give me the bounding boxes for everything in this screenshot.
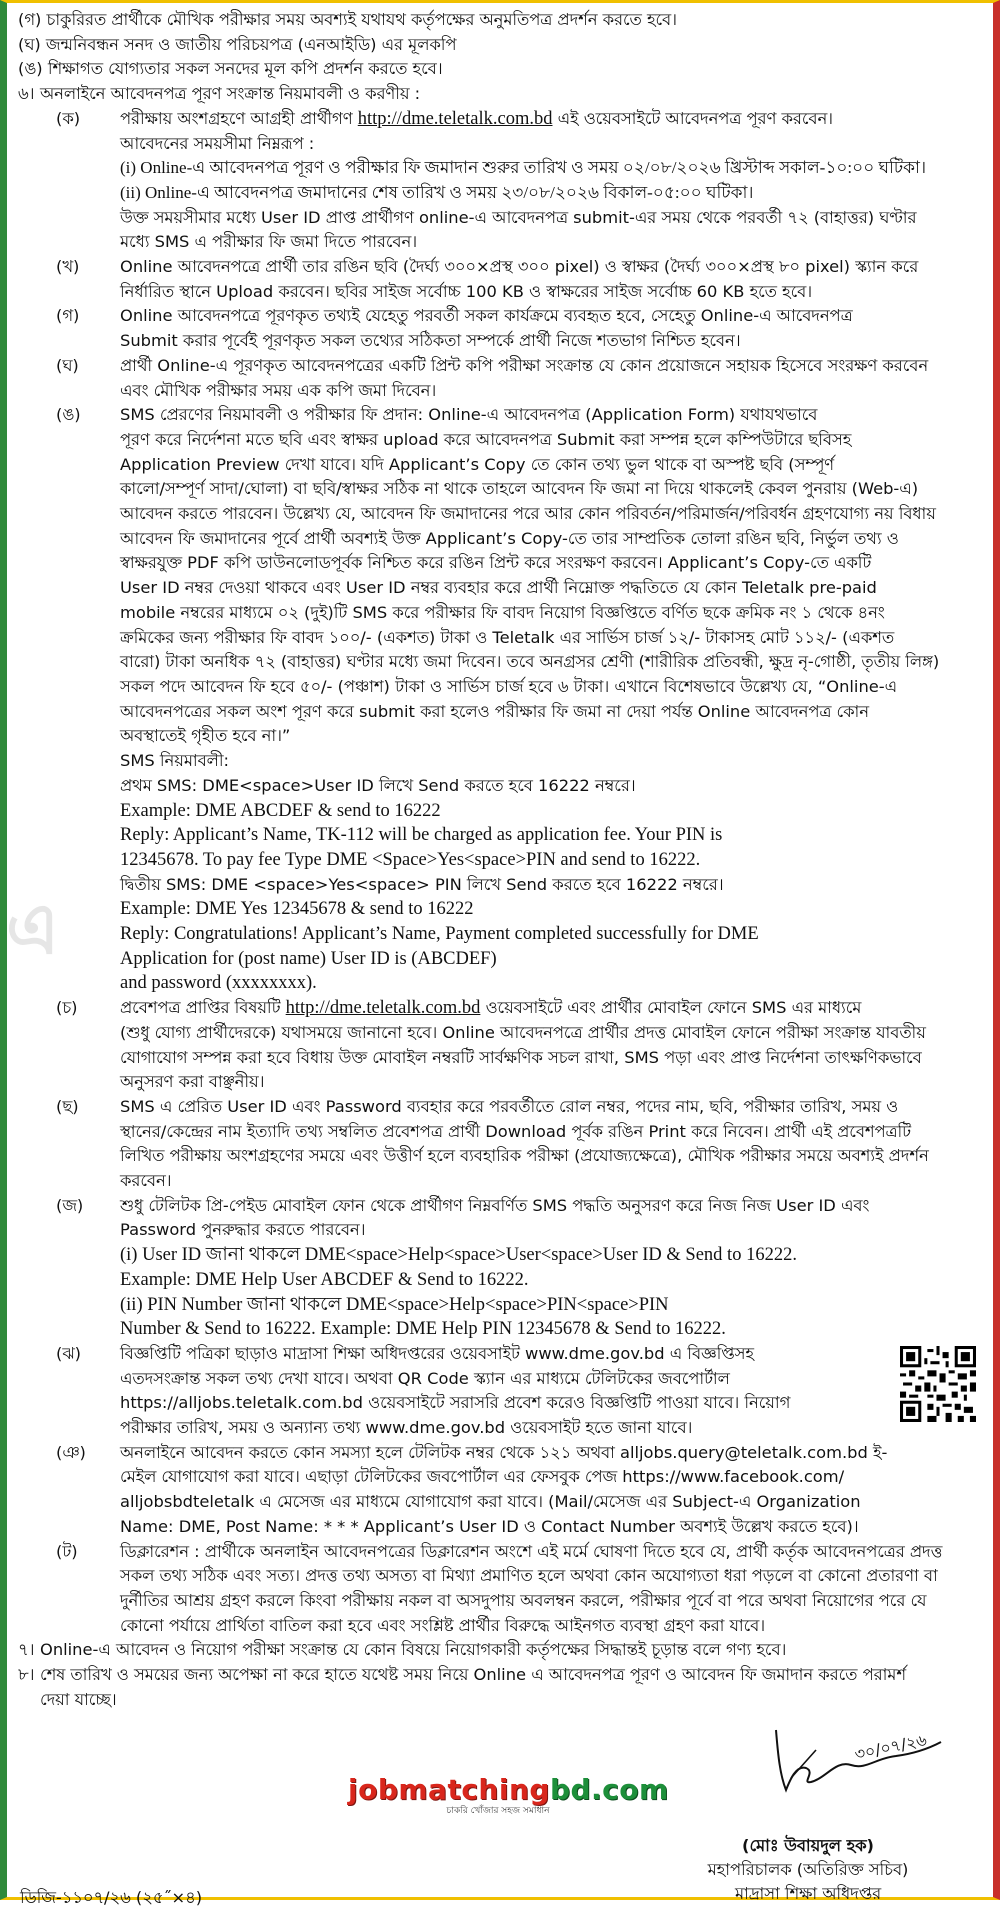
text: 12345678. To pay fee Type DME <Space>Yes<space>PIN and send to 16222. <box>120 849 701 870</box>
text: Number & Send to 16222. Example: DME Help PIN 12345678 & Send to 16222. <box>120 1319 726 1340</box>
item-gha <box>18 354 982 403</box>
text: Reply: Congratulations! Applicant’s Name, Payment completed successfully for DME <box>120 924 759 945</box>
text: শুধু টেলিটক প্রি-পেইড মোবাইল ফোন থেকে প্রার্থীগণ নিম্নবর্ণিত SMS পদ্ধতি অনুসরণ করে নিজ নিজ User ID এবং <box>120 1195 870 1215</box>
signature-icon <box>756 1720 946 1800</box>
officer-block <box>658 1834 958 1906</box>
section-6 <box>18 82 982 107</box>
text: কালো/সম্পূর্ণ সাদা/ঘোলা) বা ছবি/স্বাক্ষর সঠিক না থাকে তাহলে আবেদন ফি জমা না দিয়ে থাকলেই কেবল পুনরায় (Web-এ) <box>120 479 919 499</box>
section-8 <box>18 1663 982 1712</box>
text: বারো) টাকা অনধিক ৭২ (বাহাত্তর) ঘণ্টার মধ্যে জমা দিবেন। তবে অনগ্রসর শ্রেণী (শারীরিক প্রতিবন্ধী, ক্ষুদ্র নৃ-গোষ্ঠী, তৃতীয় লিঙ্গ) <box>120 652 940 672</box>
text: স্বাক্ষরযুক্ত PDF কপি ডাউনলোডপূর্বক নিশ্চিত করে রঙিন প্রিন্ট করে সংরক্ষণ করবেন। Applicant’s Copy-তে একটি <box>120 553 872 573</box>
document-body <box>18 8 982 1907</box>
line-ga-top: (গ) চাকুরিরত প্রার্থীকে মৌখিক পরীক্ষার সময় অবশ্যই যথাযথ কর্তৃপক্ষের অনুমতিপত্র প্রদর্শন করতে হবে। <box>18 10 677 29</box>
sms-rules-heading: SMS নিয়মাবলী: <box>120 751 229 771</box>
jobmatchingbd-logo <box>348 1773 669 1823</box>
text: আবেদনপত্রের সকল অংশ পূরণ করে submit করা হলেও পরীক্ষার ফি জমা না দেয়া পর্যন্ত Online আবেদনপত্র কোন <box>120 701 869 721</box>
item-mark: (ঙ) <box>56 405 81 425</box>
item-chha <box>18 1095 982 1194</box>
text: যোগাযোগ সম্পন্ন করা হবে বিধায় উক্ত মোবাইল নম্বরটি সার্বক্ষণিক সচল রাখা, SMS পড়া এবং প্রাপ্ত নির্দেশনা তাৎক্ষণিকভাবে <box>120 1047 922 1067</box>
logo-tagline: চাকরি খোঁজার সহজ সমাধান <box>446 1805 550 1816</box>
text: মধ্যে SMS এ পরীক্ষার ফি জমা দিতে পারবেন। <box>120 232 418 252</box>
item-mark: (ক) <box>56 108 81 128</box>
item-cha <box>18 996 982 1095</box>
item-ta <box>18 1540 982 1639</box>
logo-part2: bd.com <box>549 1773 669 1806</box>
text: প্রথম SMS: DME<space>User ID লিখে Send করতে হবে 16222 নম্বরে। <box>120 775 636 795</box>
text: Reply: Applicant’s Name, TK-112 will be charged as application fee. Your PIN is <box>120 825 723 846</box>
text: অনুসরণ করা বাঞ্ছনীয়। <box>120 1072 265 1092</box>
text: পরীক্ষায় অংশগ্রহণে আগ্রহী প্রার্থীগণ <box>120 108 353 128</box>
text: এই ওয়েবসাইটে আবেদনপত্র পূরণ করবেন। <box>557 108 833 128</box>
teletalk-link[interactable]: http://dme.teletalk.com.bd <box>357 108 553 129</box>
text: Online-এ আবেদন ও নিয়োগ পরীক্ষা সংক্রান্ত যে কোন বিষয়ে নিয়োগকারী কর্তৃপক্ষের সিদ্ধান্তই চূড়ান্ত বলে গণ্য হবে। <box>40 1640 787 1660</box>
text: পূরণ করে নির্দেশনা মতে ছবি এবং স্বাক্ষর upload করে আবেদনপত্র Submit করা সম্পন্ন হলে কম্পিউটারে ছবিসহ <box>120 429 852 449</box>
text: স্থানের/কেন্দ্রের নাম ইত্যাদি তথ্য সম্বলিত প্রবেশপত্র প্রার্থী Download পূর্বক রঙিন Print করে নিবেন। প্রার্থী এই প্রবেশপত্রটি <box>120 1121 912 1141</box>
text: দেয়া যাচ্ছে। <box>40 1689 117 1709</box>
officer-name: (মোঃ উবায়দুল হক) <box>742 1836 874 1855</box>
qr-code-icon[interactable] <box>900 1346 976 1422</box>
text: and password (xxxxxxxx). <box>120 973 317 994</box>
section-title: অনলাইনে আবেদনপত্র পূরণ সংক্রান্ত নিয়মাবলী ও করণীয় : <box>40 84 421 104</box>
logo-part1: jobmatching <box>348 1773 550 1806</box>
text: ক্রমিকের জন্য পরীক্ষার ফি বাবদ ১০০/- (একশত) টাকা ও Teletalk এর সার্ভিস চার্জ ১২/- টাকাসহ মোট ১১২/- (একশত <box>120 627 895 647</box>
watermark-logo: এ <box>6 888 60 970</box>
item-mark: (ট) <box>56 1541 78 1561</box>
section-number: ৬। <box>18 84 35 104</box>
text: Online আবেদনপত্রে পূরণকৃত তথ্যই যেহেতু পরবর্তী সকল কার্যক্রমে ব্যবহৃত হবে, সেহেতু Online-এ আবেদনপত্র <box>120 306 853 326</box>
text: করবেন। <box>120 1171 172 1191</box>
text: লিখিত পরীক্ষায় অংশগ্রহণের সময়ে এবং উত্তীর্ণ হলে ব্যবহারিক পরীক্ষা (প্রযোজ্যক্ষেত্রে), মৌখিক পরীক্ষার সময়ে অবশ্যই প্রদর্শন <box>120 1146 929 1166</box>
line-gha-top: (ঘ) জন্মনিবন্ধন সনদ ও জাতীয় পরিচয়পত্র (এনআইডি) এর মূলকপি <box>18 34 457 54</box>
item-ja <box>18 1194 982 1342</box>
text: alljobsbdteletalk এ মেসেজ এর মাধ্যমে যোগাযোগ করা যাবে। (Mail/মেসেজ এর Subject-এ Organization <box>120 1492 861 1512</box>
text: https://alljobs.teletalk.com.bd ওয়েবসাইটে সরাসরি প্রবেশ করেও বিজ্ঞপ্তিটি পাওয়া যাবে। নিয়োগ <box>120 1393 791 1413</box>
text: প্রবেশপত্র প্রাপ্তির বিষয়টি <box>120 998 281 1018</box>
text: (ii) Online-এ আবেদনপত্র জমাদানের শেষ তারিখ ও সময় ২৩/০৮/২০২৬ বিকাল-০৫:০০ ঘটিকা। <box>120 182 754 202</box>
text: অবস্থাতেই গৃহীত হবে না।” <box>120 726 291 746</box>
text: Submit করার পূর্বেই পূরণকৃত সকল তথ্যের সঠিকতা সম্পর্কে প্রার্থী নিজে শতভাগ নিশ্চিত হবেন। <box>120 331 741 351</box>
text: দুর্নীতির আশ্রয় গ্রহণ করলে কিংবা পরীক্ষায় নকল বা অসদুপায় অবলম্বন করলে, পরীক্ষার পূর্বে বা পরে অথবা নিয়োগের পরে যে <box>120 1591 927 1610</box>
text: Name: DME, Post Name: * * * Applicant’s User ID ও Contact Number অবশ্যই উল্লেখ করতে হবে)। <box>120 1516 859 1536</box>
text: Example: DME Help User ABCDEF & Send to 16222. <box>120 1269 529 1290</box>
text: (i) Online-এ আবেদনপত্র পূরণ ও পরীক্ষার ফি জমাদান শুরুর তারিখ ও সময় ০২/০৮/২০২৬ খ্রিস্টাব্দ সকাল-১০:০০ ঘটিকা। <box>120 158 927 178</box>
item-mark: (ছ) <box>56 1096 79 1116</box>
text: বিজ্ঞপ্তিটি পত্রিকা ছাড়াও মাদ্রাসা শিক্ষা অধিদপ্তরের ওয়েবসাইট www.dme.gov.bd এ বিজ্ঞপ্তিসহ <box>120 1343 754 1363</box>
text: সকল পদে আবেদন ফি হবে ৫০/- (পঞ্চাশ) টাকা ও সার্ভিস চার্জ হবে ৬ টাকা। এখানে বিশেষভাবে উল্লেখ্য যে, “Online-এ <box>120 676 898 696</box>
text: ডিক্লারেশন : প্রার্থীকে অনলাইন আবেদনপত্রের ডিক্লারেশন অংশে এই মর্মে ঘোষণা দিতে হবে যে, প্রার্থী কর্তৃক আবেদনপত্রের প্রদত্ত <box>120 1541 943 1561</box>
line-uma-top: (ঙ) শিক্ষাগত যোগ্যতার সকল সনদের মূল কপি প্রদর্শন করতে হবে। <box>18 59 443 79</box>
text: (শুধু যোগ্য প্রার্থীদেরকে) যথাসময়ে জানানো হবে। Online আবেদনপত্রে প্রার্থীর প্রদত্ত মোবাইল ফোনে পরীক্ষা সংক্রান্ত যাবতীয় <box>120 1022 926 1042</box>
memo-number: ডিজি-১১০৭/২৬ (২৫˝×৪) <box>20 1888 203 1907</box>
text: নির্ধারিত স্থানে Upload করবেন। ছবির সাইজ সর্বোচ্চ 100 KB ও স্বাক্ষরের সাইজ সর্বোচ্চ 60 KB হতে হবে। <box>120 281 813 301</box>
item-jha <box>18 1342 982 1441</box>
text: Password পুনরুদ্ধার করতে পারবেন। <box>120 1220 366 1240</box>
footer <box>18 1720 982 1907</box>
text: প্রার্থী Online-এ পূরণকৃত আবেদনপত্রের একটি প্রিন্ট কপি পরীক্ষা সংক্রান্ত যে কোন প্রয়োজনে সহায়ক হিসেবে সংরক্ষণ করবেন <box>120 355 929 375</box>
text: এতদসংক্রান্ত সকল তথ্য দেখা যাবে। অথবা QR Code স্ক্যান এর মাধ্যমে টেলিটকের জবপোর্টাল <box>120 1368 730 1388</box>
text: Online আবেদনপত্রে প্রার্থী তার রঙিন ছবি (দৈর্ঘ্য ৩০০×প্রস্থ ৩০০ pixel) ও স্বাক্ষর (দৈর্ঘ্য ৩০০×প্রস্থ ৮০ pixel) স্ক্যান করে <box>120 257 919 277</box>
item-mark: (ঞ) <box>56 1442 86 1462</box>
item-nya <box>18 1441 982 1540</box>
text: মেইল যোগাযোগ করা যাবে। এছাড়া টেলিটকের জবপোর্টাল এর ফেসবুক পেজ https://www.facebook.com/ <box>120 1467 845 1487</box>
text: আবেদন ফি জমাদানের পূর্বে প্রার্থী অবশ্যই উক্ত Applicant’s Copy-তে তার সাম্প্রতিক তোলা রঙিন ছবি, নির্ভুল তথ্য ও <box>120 528 899 548</box>
item-mark: (গ) <box>56 306 80 326</box>
text: User ID নম্বর দেওয়া থাকবে এবং User ID নম্বর ব্যবহার করে প্রার্থী নিম্নোক্ত পদ্ধতিতে যে কোন Teletalk pre-paid <box>120 578 877 598</box>
text: উক্ত সময়সীমার মধ্যে User ID প্রাপ্ত প্রার্থীগণ online-এ আবেদনপত্র submit-এর সময় থেকে পরবর্তী ৭২ (বাহাত্তর) ঘণ্টার <box>120 207 917 227</box>
item-ka <box>18 107 982 255</box>
text: Example: DME ABCDEF & send to 16222 <box>120 800 441 821</box>
item-mark: (ঘ) <box>56 355 79 375</box>
text: কোনো পর্যায়ে প্রার্থিতা বাতিল করা হবে এবং সংশ্লিষ্ট প্রার্থীর বিরুদ্ধে আইনগত ব্যবস্থা গ্রহণ করা যাবে। <box>120 1615 766 1635</box>
officer-title: মহাপরিচালক (অতিরিক্ত সচিব) <box>707 1860 909 1879</box>
item-mark: (চ) <box>56 998 78 1018</box>
text: শেষ তারিখ ও সময়ের জন্য অপেক্ষা না করে হাতে যথেষ্ট সময় নিয়ে Online এ আবেদনপত্র পূরণ ও আবেদন ফি জমাদান করতে পরামর্শ <box>40 1665 906 1685</box>
section-7 <box>18 1638 982 1663</box>
teletalk-link[interactable]: http://dme.teletalk.com.bd <box>285 998 481 1019</box>
text: সকল তথ্য সঠিক এবং সত্য। প্রদত্ত তথ্য অসত্য বা মিথ্যা প্রমাণিত হলে অথবা কোন অযোগ্যতা ধরা পড়লে বা কোনো প্রতারণা বা <box>120 1566 938 1586</box>
text: Example: DME Yes 12345678 & send to 16222 <box>120 899 474 920</box>
signature-date: ৩০/০৭/২৬ <box>852 1730 929 1764</box>
text: ওয়েবসাইটে এবং প্রার্থীর মোবাইল ফোনে SMS এর মাধ্যমে <box>485 998 862 1018</box>
text: অনলাইনে আবেদন করতে কোন সমস্যা হলে টেলিটক নম্বর থেকে ১২১ অথবা alljobs.query@teletalk.com.bd ই- <box>120 1442 888 1462</box>
text: Application for (post name) User ID is (ABCDEF) <box>120 948 497 969</box>
text: SMS প্রেরণের নিয়মাবলী ও পরীক্ষার ফি প্রদান: Online-এ আবেদনপত্র (Application Form) যথাযথভাবে <box>120 405 818 425</box>
text: SMS এ প্রেরিত User ID এবং Password ব্যবহার করে পরবর্তীতে রোল নম্বর, পদের নাম, ছবি, পরীক্ষার তারিখ, সময় ও <box>120 1096 899 1116</box>
text: এবং মৌখিক পরীক্ষার সময় এক কপি জমা দিবেন। <box>120 380 437 400</box>
item-mark: (খ) <box>56 257 80 277</box>
text: mobile নম্বরের মাধ্যমে ০২ (দুই)টি SMS করে পরীক্ষার ফি বাবদ নিয়োগ বিজ্ঞপ্তিতে বর্ণিত ছকে ক্রমিক নং ১ থেকে ৪নং <box>120 602 885 622</box>
item-ga <box>18 304 982 353</box>
item-mark: (জ) <box>56 1195 84 1215</box>
section-number: ৭। <box>18 1640 35 1660</box>
section-number: ৮। <box>18 1665 35 1685</box>
text: পরীক্ষার তারিখ, সময় ও অন্যান্য তথ্য www.dme.gov.bd ওয়েবসাইট হতে জানা যাবে। <box>120 1418 693 1438</box>
text: (ii) PIN Number জানা থাকলে DME<space>Help<space>PIN<space>PIN <box>120 1294 669 1315</box>
text: আবেদন করতে পারবেন। উল্লেখ্য যে, আবেদন ফি জমাদানের পরে আর কোন পরিবর্তন/পরিমার্জন/পরিবর্ধন গ্রহণযোগ্য নয় বিধায় <box>120 504 936 524</box>
officer-org: মাদ্রাসা শিক্ষা অধিদপ্তর <box>734 1884 882 1903</box>
item-kha <box>18 255 982 304</box>
text: Application Preview দেখা যাবে। যদি Applicant’s Copy তে কোন তথ্য ভুল থাকে বা অস্পষ্ট ছবি (সম্পূর্ণ <box>120 454 835 474</box>
text: আবেদনের সময়সীমা নিম্নরূপ : <box>120 133 315 153</box>
item-mark: (ঝ) <box>56 1343 82 1363</box>
item-uma <box>18 403 982 996</box>
text: দ্বিতীয় SMS: DME <space>Yes<space> PIN লিখে Send করতে হবে 16222 নম্বরে। <box>120 874 724 894</box>
text: (i) User ID জানা থাকলে DME<space>Help<space>User<space>User ID & Send to 16222. <box>120 1245 797 1266</box>
